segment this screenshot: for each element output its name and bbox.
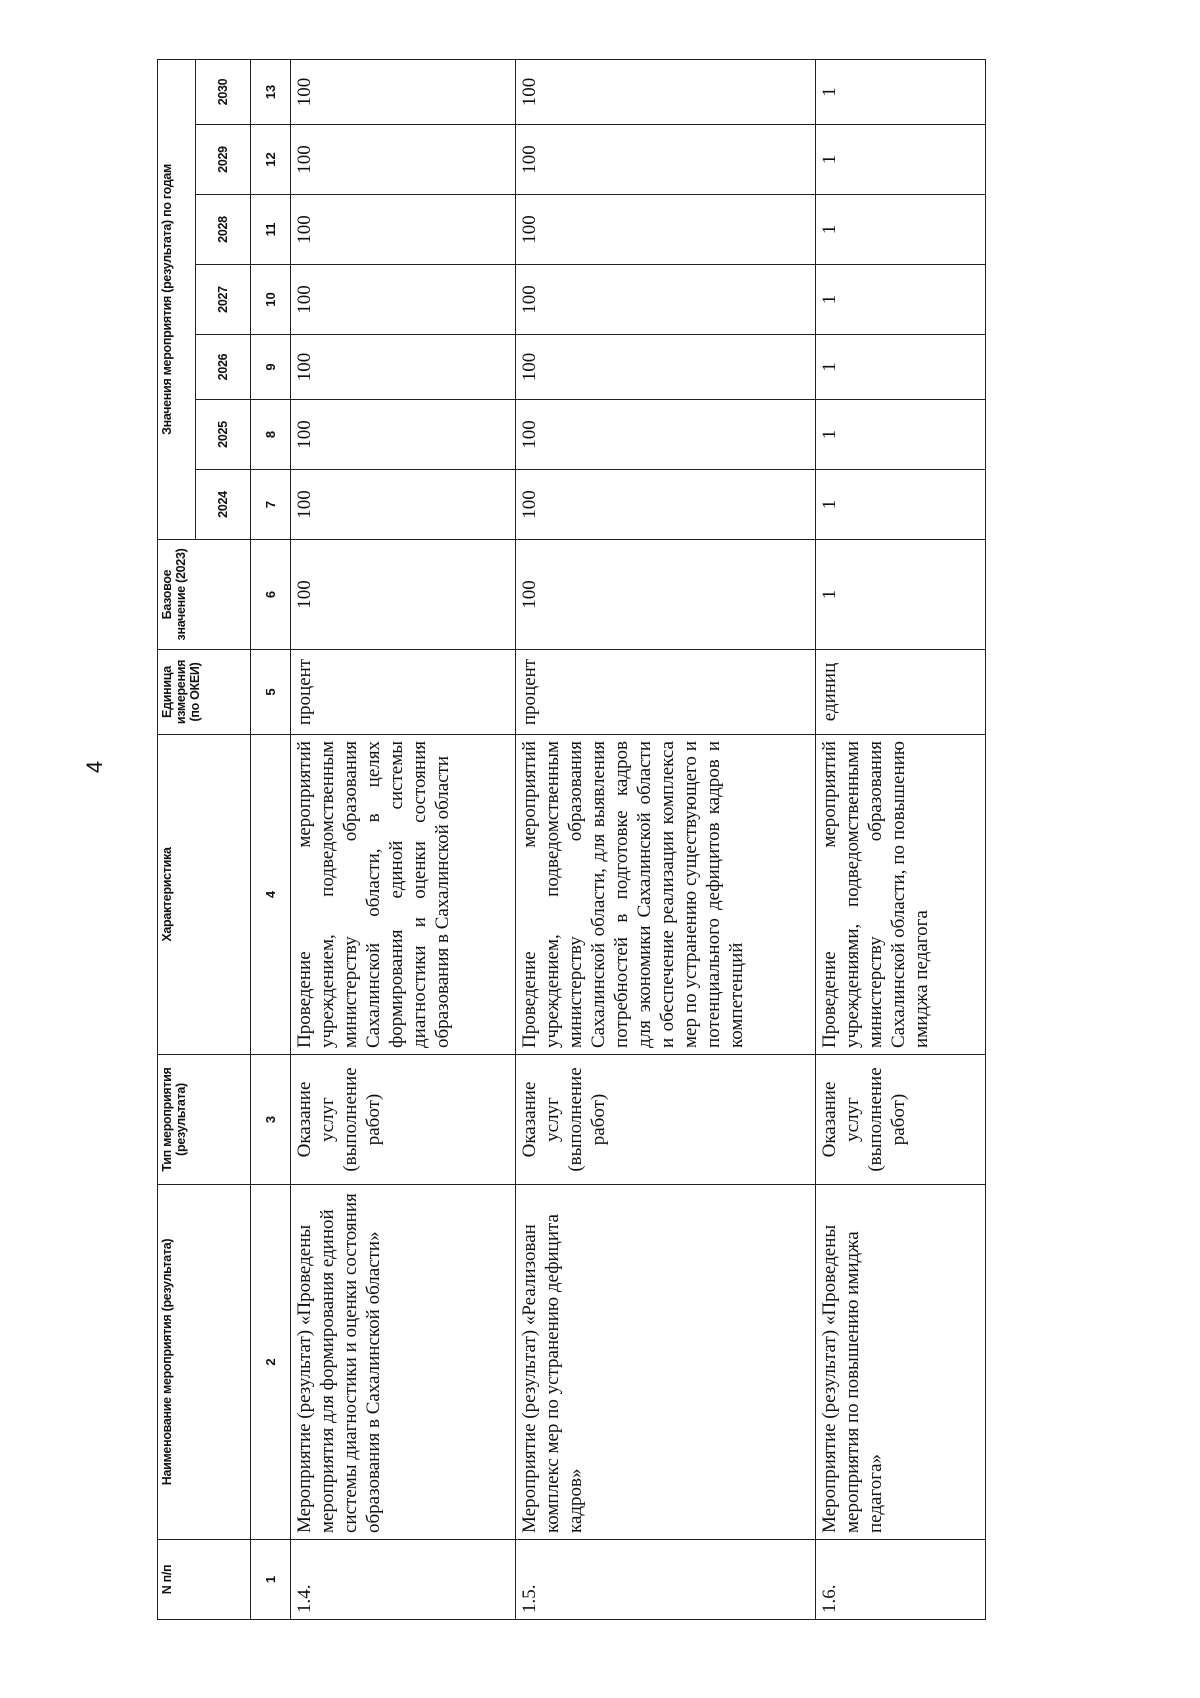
column-number: 6 [251, 540, 291, 650]
row-num: 1.5. [516, 1540, 816, 1620]
header-year: 2026 [196, 335, 251, 400]
header-num: N п/п [158, 1540, 251, 1620]
row-value: 100 [291, 125, 516, 195]
column-number: 10 [251, 265, 291, 335]
column-number: 4 [251, 735, 291, 1055]
row-value: 1 [816, 125, 986, 195]
row-name: Мероприятие (результат) «Реализован комплекс мер по устранению дефицита кадров» [516, 1185, 816, 1540]
header-year: 2025 [196, 400, 251, 470]
header-name: Наименование мероприятия (результата) [158, 1185, 251, 1540]
row-value: 100 [291, 265, 516, 335]
header-base: Базовое значение (2023) [158, 540, 251, 650]
row-value: 100 [516, 265, 816, 335]
header-type: Тип мероприятия (результата) [158, 1055, 251, 1185]
row-characteristic: Проведение мероприятий учреждением, подведомственным министерству образования Сахалинской области, для выявления потребностей в подготовке кадров для экономики Сахалинской области и обеспечение реализации комплекса мер по устранению существующего и потенциального дефицитов кадров и компетенций [516, 735, 816, 1055]
column-number: 11 [251, 195, 291, 265]
row-unit: процент [516, 650, 816, 735]
row-value: 1 [816, 59, 986, 124]
row-num: 1.6. [816, 1540, 986, 1620]
header-year: 2028 [196, 195, 251, 265]
rotated-table-container [157, 60, 986, 1620]
column-number: 2 [251, 1185, 291, 1540]
column-number: 12 [251, 125, 291, 195]
column-number: 5 [251, 650, 291, 735]
header-row [158, 59, 196, 1619]
header-characteristic: Характеристика [158, 735, 251, 1055]
row-name: Мероприятие (результат) «Проведены мероприятия для формирования единой системы диагностики и оценки состояния образования в Сахалинской области» [291, 1185, 516, 1540]
row-value: 100 [516, 195, 816, 265]
row-value: 1 [816, 400, 986, 470]
table-row [816, 59, 986, 1619]
row-value: 100 [516, 335, 816, 400]
header-year: 2029 [196, 125, 251, 195]
column-number: 13 [251, 59, 291, 124]
row-num: 1.4. [291, 1540, 516, 1620]
header-values-group: Значения мероприятия (результата) по годам [158, 59, 196, 539]
header-year: 2024 [196, 470, 251, 540]
row-name: Мероприятие (результат) «Проведены мероприятия по повышению имиджа педагога» [816, 1185, 986, 1540]
row-value: 100 [291, 400, 516, 470]
header-year: 2030 [196, 59, 251, 124]
row-value: 1 [816, 335, 986, 400]
row-value: 100 [516, 59, 816, 124]
column-number: 7 [251, 470, 291, 540]
row-value: 100 [516, 470, 816, 540]
row-value: 100 [291, 470, 516, 540]
row-value: 100 [291, 59, 516, 124]
row-value: 100 [516, 400, 816, 470]
row-value: 100 [291, 335, 516, 400]
row-type: Оказание услуг (выполнение работ) [816, 1055, 986, 1185]
column-number: 3 [251, 1055, 291, 1185]
row-characteristic: Проведение мероприятий учреждениями, подведомственными министерству образования Сахалинской области, по повышению имиджа педагога [816, 735, 986, 1055]
measures-table [157, 59, 986, 1620]
row-unit: единиц [816, 650, 986, 735]
row-value: 1 [816, 265, 986, 335]
column-numbers-row [251, 59, 291, 1619]
table-row [516, 59, 816, 1619]
row-value: 100 [291, 195, 516, 265]
column-number: 1 [251, 1540, 291, 1620]
row-base: 100 [291, 540, 516, 650]
row-base: 1 [816, 540, 986, 650]
row-type: Оказание услуг (выполнение работ) [516, 1055, 816, 1185]
page-number: 4 [82, 760, 107, 774]
row-type: Оказание услуг (выполнение работ) [291, 1055, 516, 1185]
column-number: 8 [251, 400, 291, 470]
column-number: 9 [251, 335, 291, 400]
row-value: 1 [816, 195, 986, 265]
row-value: 100 [516, 125, 816, 195]
header-unit: Единица измерения (по ОКЕИ) [158, 650, 251, 735]
table-row [291, 59, 516, 1619]
row-characteristic: Проведение мероприятий учреждением, подведомственным министерству образования Сахалинской области, в целях формирования единой системы диагностики и оценки состояния образования в Сахалинской области [291, 735, 516, 1055]
row-unit: процент [291, 650, 516, 735]
row-value: 1 [816, 470, 986, 540]
row-base: 100 [516, 540, 816, 650]
header-year: 2027 [196, 265, 251, 335]
